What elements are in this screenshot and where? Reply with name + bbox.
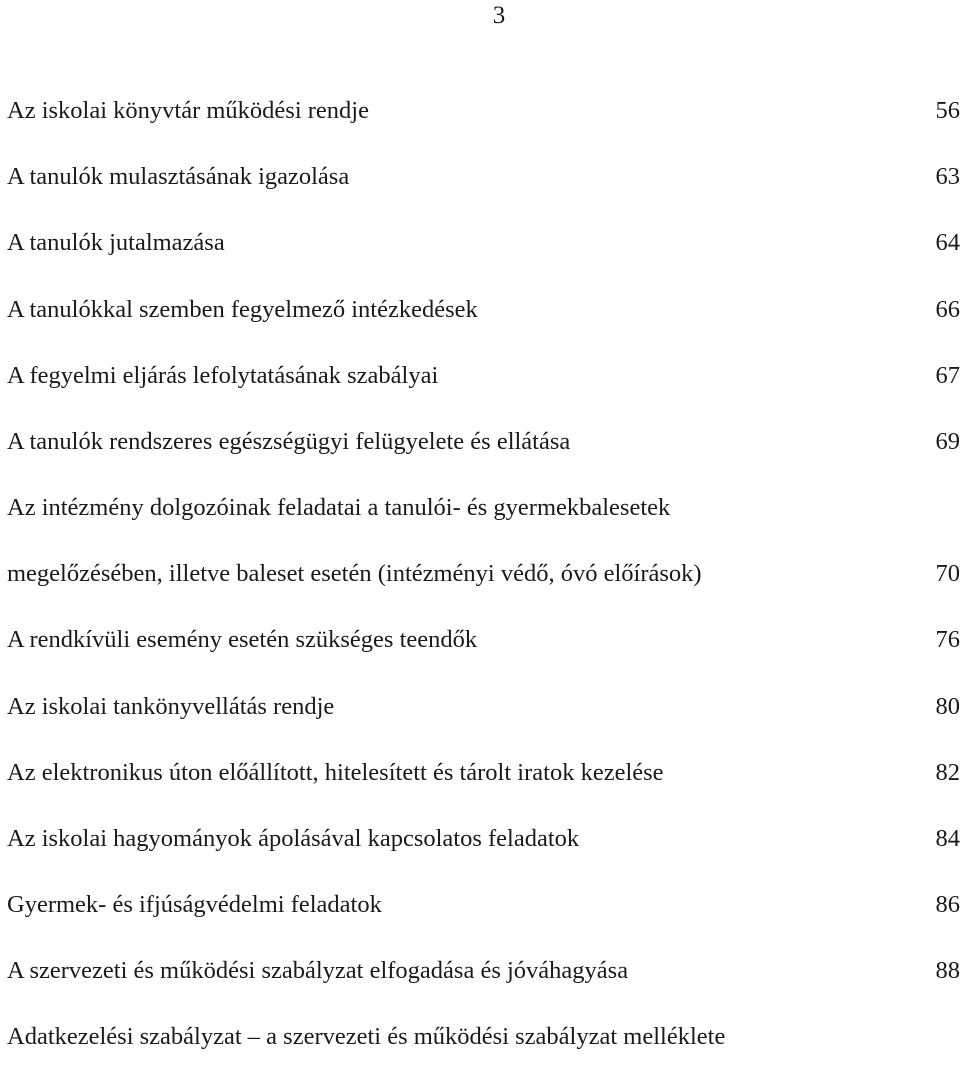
toc-title: Az iskolai hagyományok ápolásával kapcsolatos feladatok — [7, 824, 580, 852]
toc-entry — [7, 94, 960, 128]
table-of-contents — [7, 94, 960, 1087]
toc-entry — [7, 690, 960, 724]
toc-page-number: 80 — [935, 692, 960, 720]
toc-title: A fegyelmi eljárás lefolytatásának szabályai — [7, 361, 439, 389]
toc-line — [7, 160, 960, 194]
toc-page-number: 63 — [935, 163, 960, 191]
toc-page-number: 70 — [935, 560, 960, 588]
toc-entry — [7, 1020, 960, 1054]
toc-title: A tanulókkal szemben fegyelmező intézkedések — [7, 295, 478, 323]
toc-entry — [7, 491, 960, 591]
toc-line — [7, 226, 960, 260]
toc-page-number: 69 — [935, 427, 960, 455]
toc-entry — [7, 888, 960, 922]
toc-entry — [7, 293, 960, 327]
toc-title: Az intézmény dolgozóinak feladatai a tanulói- és gyermekbalesetek — [7, 494, 671, 522]
toc-line — [7, 1020, 960, 1054]
toc-title: A tanulók mulasztásának igazolása — [7, 163, 350, 191]
toc-entry — [7, 623, 960, 657]
toc-title: A szervezeti és működési szabályzat elfogadása és jóváhagyása — [7, 957, 629, 985]
toc-entry — [7, 226, 960, 260]
toc-line — [7, 491, 960, 525]
toc-line — [7, 359, 960, 393]
toc-title: Adatkezelési szabályzat – a szervezeti és működési szabályzat melléklete — [7, 1023, 726, 1051]
toc-page-number: 84 — [935, 824, 960, 852]
toc-entry — [7, 756, 960, 790]
toc-title: Gyermek- és ifjúságvédelmi feladatok — [7, 891, 382, 919]
toc-entry — [7, 359, 960, 393]
toc-page-number: 88 — [935, 957, 960, 985]
toc-line — [7, 557, 960, 591]
toc-line — [7, 954, 960, 988]
toc-page-number: 56 — [935, 97, 960, 124]
toc-title: Az iskolai könyvtár működési rendje — [7, 97, 369, 124]
toc-title: Az elektronikus úton előállított, hitelesített és tárolt iratok kezelése — [7, 758, 664, 786]
toc-page-number: 66 — [935, 295, 960, 323]
toc-entry — [7, 425, 960, 459]
toc-line — [7, 822, 960, 856]
toc-title: A rendkívüli esemény esetén szükséges teendők — [7, 626, 478, 654]
toc-entry — [7, 822, 960, 856]
toc-entry — [7, 160, 960, 194]
toc-page-number: 86 — [935, 891, 960, 919]
page-number: 3 — [492, 2, 506, 29]
toc-title: A tanulók jutalmazása — [7, 229, 225, 257]
toc-entry — [7, 954, 960, 988]
toc-line — [7, 623, 960, 657]
toc-line — [7, 756, 960, 790]
toc-title-continued: megelőzésében, illetve baleset esetén (intézményi védő, óvó előírások) — [7, 560, 702, 588]
toc-line — [7, 425, 960, 459]
toc-page-number: 67 — [935, 361, 960, 389]
toc-line — [7, 94, 960, 128]
toc-page-number: 64 — [935, 229, 960, 257]
toc-page-number: 82 — [935, 758, 960, 786]
toc-line — [7, 293, 960, 327]
toc-line — [7, 690, 960, 724]
toc-title: Az iskolai tankönyvellátás rendje — [7, 692, 335, 720]
toc-line — [7, 888, 960, 922]
toc-title: A tanulók rendszeres egészségügyi felügyelete és ellátása — [7, 427, 571, 455]
toc-page-number: 76 — [935, 626, 960, 654]
